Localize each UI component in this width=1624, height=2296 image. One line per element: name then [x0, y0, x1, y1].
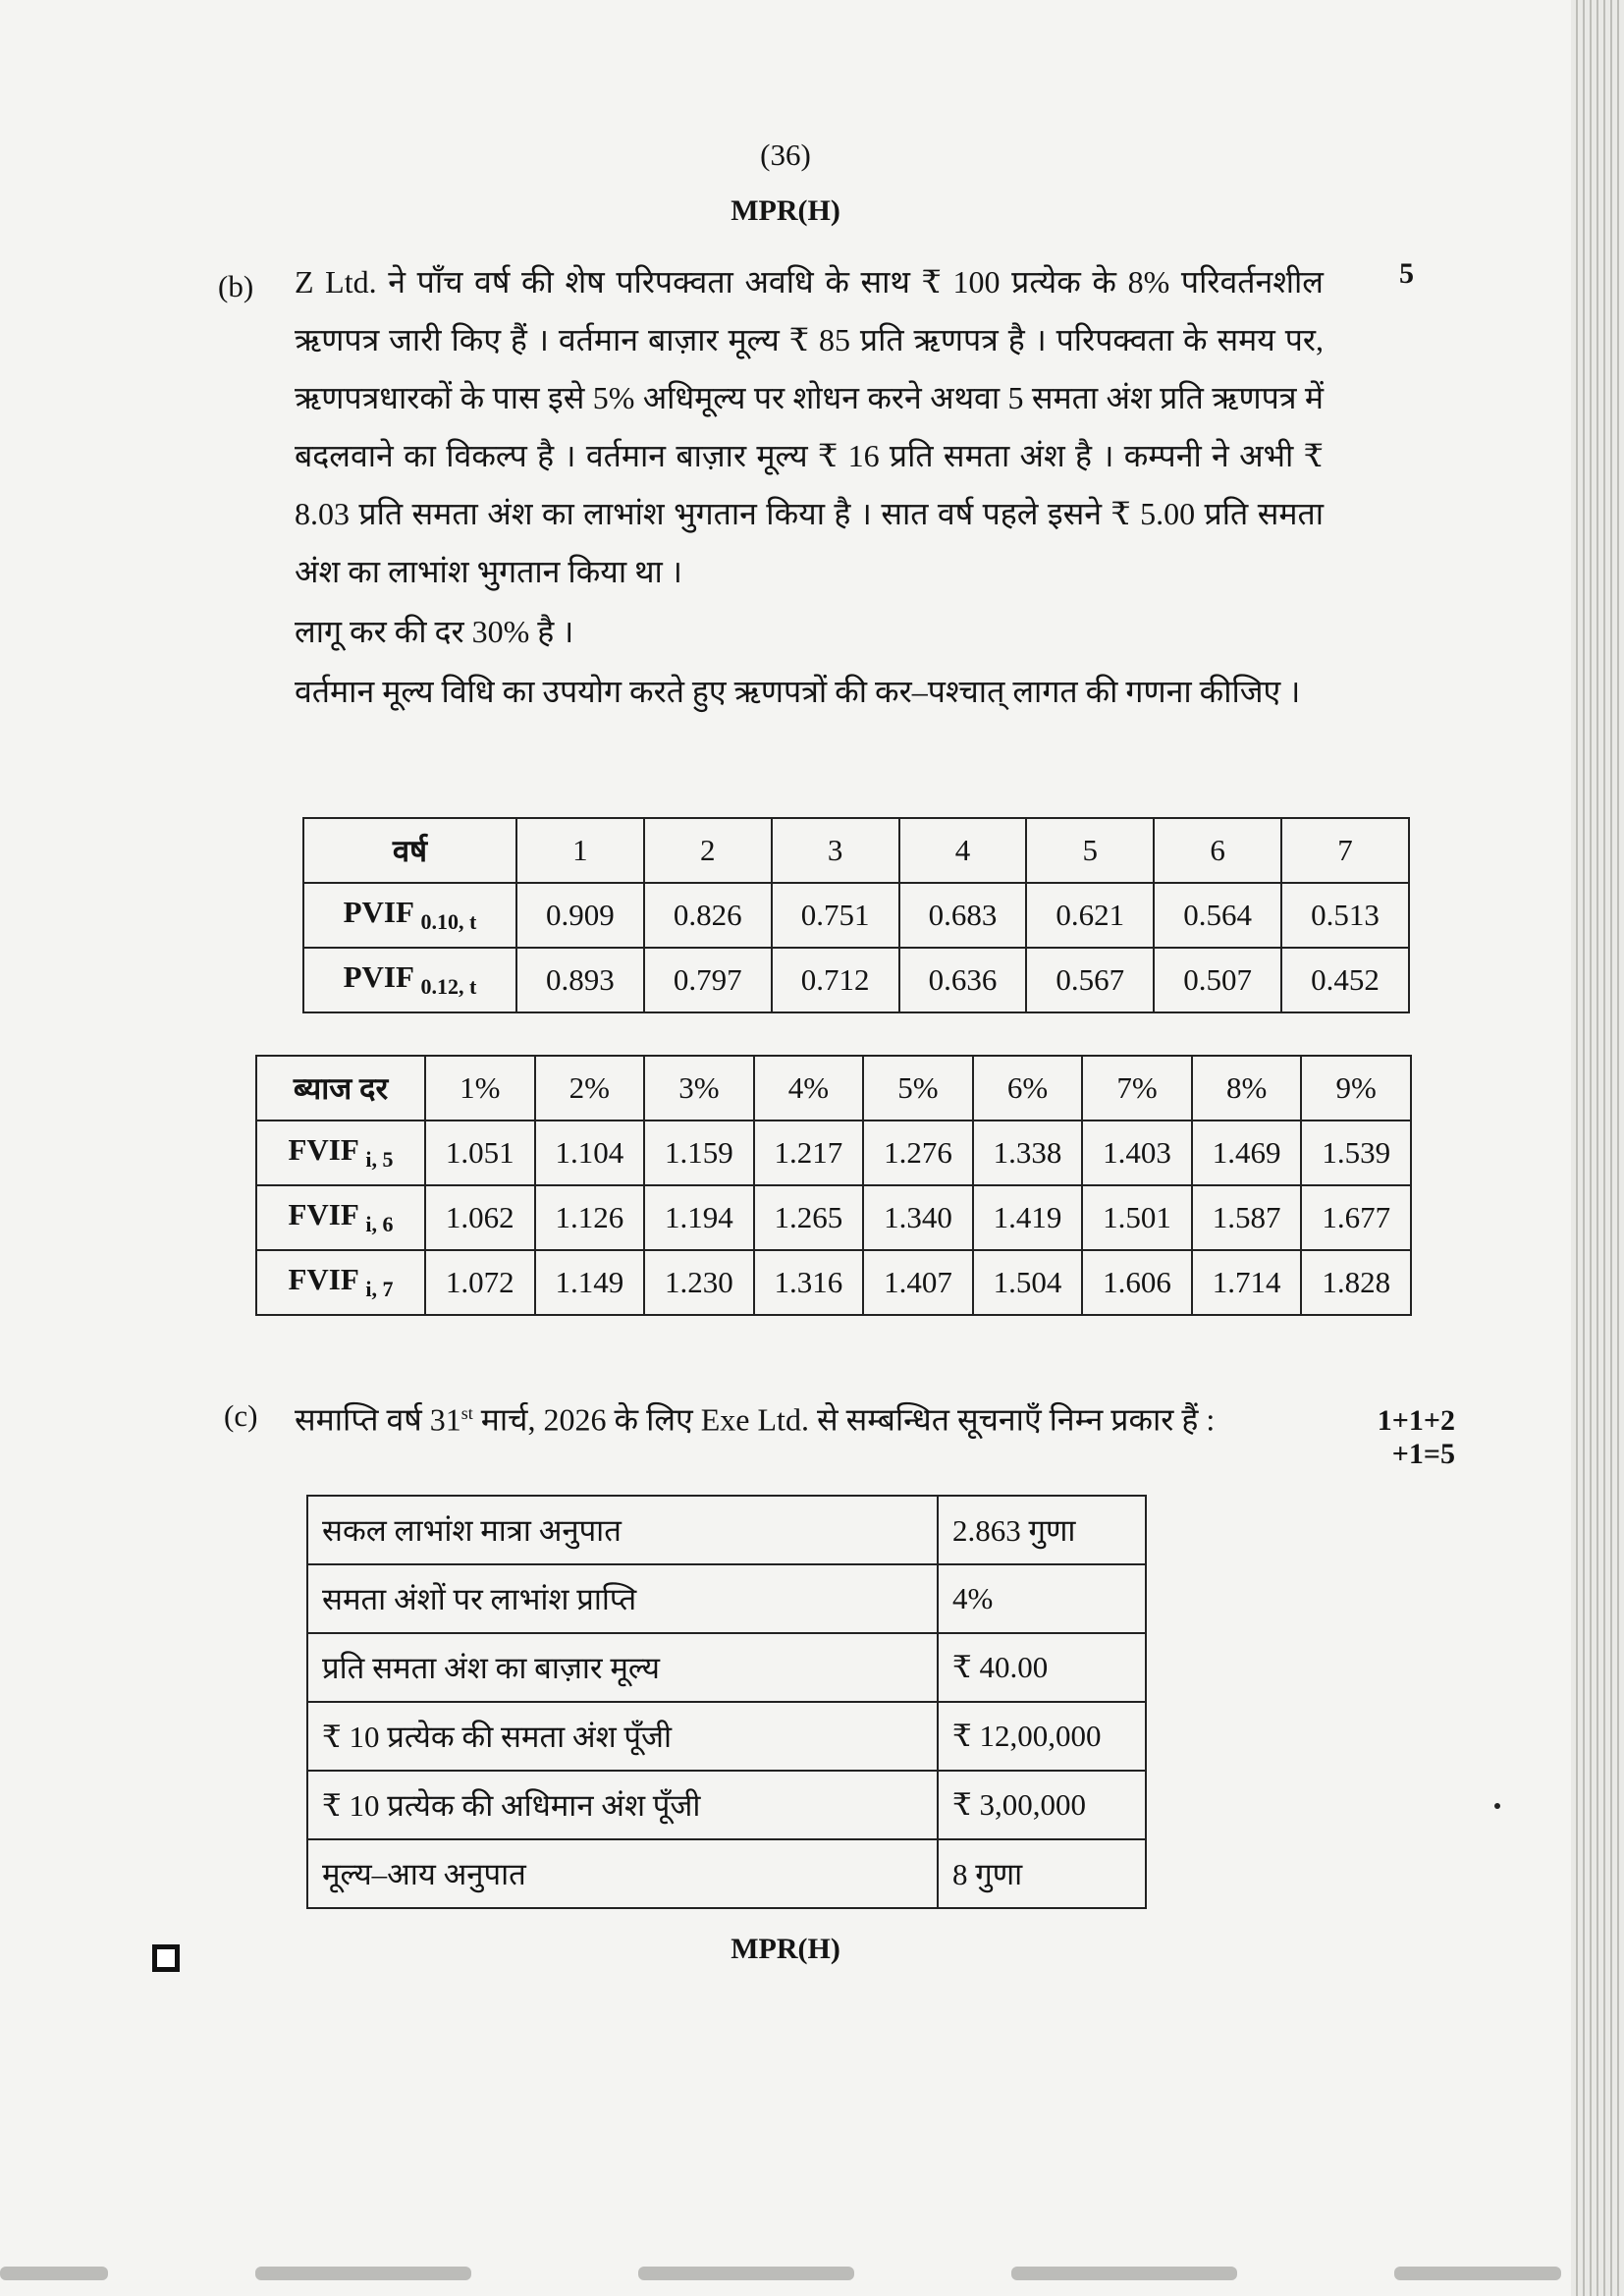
info-item: ₹ 10 प्रत्येक की अधिमान अंश पूँजी: [307, 1771, 938, 1839]
fvif-cell: 1.587: [1192, 1185, 1302, 1250]
pvif-row-label: PVIF $_{0.12, t}$: [303, 948, 516, 1012]
pvif-cell: 0.712: [772, 948, 899, 1012]
fvif-row: [256, 1250, 1411, 1315]
pvif-cell: 0.751: [772, 883, 899, 948]
fvif-cell: 1.104: [535, 1121, 645, 1185]
question-c-intro-sup: st: [460, 1403, 473, 1423]
question-b-paragraph-2: लागू कर की दर 30% है ।: [295, 614, 574, 649]
pvif-header-label: वर्ष: [303, 818, 516, 883]
info-value: 4%: [938, 1564, 1146, 1633]
fvif-cell: 1.338: [973, 1121, 1083, 1185]
info-row: [307, 1771, 1146, 1839]
question-c-intro-end: मार्च, 2026 के लिए Exe Ltd. से सम्बन्धित सूचनाएँ निम्न प्रकार हैं :: [472, 1401, 1216, 1438]
info-row: [307, 1839, 1146, 1908]
fvif-row: [256, 1185, 1411, 1250]
pvif-cell: 0.507: [1154, 948, 1281, 1012]
info-row: [307, 1702, 1146, 1771]
pvif-cell: 0.826: [644, 883, 772, 948]
pvif-year-cell: 7: [1281, 818, 1409, 883]
fvif-cell: 1.407: [863, 1250, 973, 1315]
fvif-cell: 1.194: [644, 1185, 754, 1250]
page-number: (36): [760, 137, 811, 172]
fvif-header-label: ब्याज दर: [256, 1056, 425, 1121]
info-value: ₹ 40.00: [938, 1633, 1146, 1702]
pvif-cell: 0.621: [1026, 883, 1154, 948]
scan-smudge: [0, 2267, 108, 2280]
pvif-cell: 0.452: [1281, 948, 1409, 1012]
scan-smudge: [1394, 2267, 1561, 2280]
company-info-table: [306, 1495, 1147, 1909]
fvif-cell: 1.149: [535, 1250, 645, 1315]
info-item: प्रति समता अंश का बाज़ार मूल्य: [307, 1633, 938, 1702]
pvif-table: [302, 817, 1410, 1013]
pvif-cell: 0.893: [516, 948, 644, 1012]
fvif-cell: 1.539: [1301, 1121, 1411, 1185]
info-value: 8 गुणा: [938, 1839, 1146, 1908]
fvif-cell: 1.316: [754, 1250, 864, 1315]
fvif-cell: 1.469: [1192, 1121, 1302, 1185]
fvif-row-label: FVIF $_{i, 6}$: [256, 1185, 425, 1250]
pvif-year-cell: 2: [644, 818, 772, 883]
fvif-cell: 1.159: [644, 1121, 754, 1185]
fvif-cell: 1.403: [1082, 1121, 1192, 1185]
fvif-cell: 1.714: [1192, 1250, 1302, 1315]
pvif-year-cell: 5: [1026, 818, 1154, 883]
pvif-cell: 0.564: [1154, 883, 1281, 948]
info-item: ₹ 10 प्रत्येक की समता अंश पूँजी: [307, 1702, 938, 1771]
question-c-intro-start: समाप्ति वर्ष 31: [295, 1401, 461, 1438]
paper-code-footer: MPR(H): [731, 1933, 840, 1965]
pvif-row-label: PVIF $_{0.10, t}$: [303, 883, 516, 948]
fvif-cell: 1.276: [863, 1121, 973, 1185]
info-row: [307, 1633, 1146, 1702]
question-c-marks-line-1: 1+1+2: [1377, 1404, 1455, 1437]
info-value: ₹ 12,00,000: [938, 1702, 1146, 1771]
pvif-header-row: [303, 818, 1409, 883]
question-b-marks: 5: [1399, 257, 1414, 290]
question-b-paragraph-1: Z Ltd. ने पाँच वर्ष की शेष परिपक्वता अवधि के साथ ₹ 100 प्रत्येक के 8% परिवर्तनशील ऋणपत्र जारी किए हैं । वर्तमान बाज़ार मूल्य ₹ 85 प्रति ऋणपत्र है । परिपक्वता के समय पर, ऋणपत्रधारकों के पास इसे 5% अधिमूल्य पर शोधन करने अथवा 5 समता अंश प्रति ऋणपत्र में बदलवाने का विकल्प है । वर्तमान बाज़ार मूल्य ₹ 16 प्रति समता अंश है । कम्पनी ने अभी ₹ 8.03 प्रति समता अंश का लाभांश भुगतान किया है । सात वर्ष पहले इसने ₹ 5.00 प्रति समता अंश का लाभांश भुगतान किया था ।: [295, 264, 1324, 589]
pvif-cell: 0.636: [899, 948, 1027, 1012]
question-c-marks: [1335, 1404, 1455, 1471]
pvif-cell: 0.909: [516, 883, 644, 948]
pvif-cell: 0.513: [1281, 883, 1409, 948]
ink-dot: [1494, 1803, 1500, 1809]
question-c-label: (c): [224, 1398, 258, 1433]
question-b-label: (b): [218, 269, 254, 303]
scan-smudge: [255, 2267, 471, 2280]
fvif-cell: 1.606: [1082, 1250, 1192, 1315]
fvif-rate-cell: 7%: [1082, 1056, 1192, 1121]
fvif-cell: 1.340: [863, 1185, 973, 1250]
fvif-rate-cell: 4%: [754, 1056, 864, 1121]
scan-smudge: [1011, 2267, 1237, 2280]
info-row: [307, 1564, 1146, 1633]
fvif-rate-cell: 9%: [1301, 1056, 1411, 1121]
fvif-cell: 1.062: [425, 1185, 535, 1250]
fvif-cell: 1.828: [1301, 1250, 1411, 1315]
info-value: ₹ 3,00,000: [938, 1771, 1146, 1839]
info-item: मूल्य–आय अनुपात: [307, 1839, 938, 1908]
fvif-cell: 1.072: [425, 1250, 535, 1315]
fvif-row: [256, 1121, 1411, 1185]
fvif-row-label: FVIF $_{i, 5}$: [256, 1121, 425, 1185]
paper-code-header: MPR(H): [731, 194, 840, 227]
pvif-year-cell: 4: [899, 818, 1027, 883]
info-item: समता अंशों पर लाभांश प्राप्ति: [307, 1564, 938, 1633]
fvif-cell: 1.217: [754, 1121, 864, 1185]
fvif-cell: 1.501: [1082, 1185, 1192, 1250]
pvif-cell: 0.567: [1026, 948, 1154, 1012]
question-b-text: [295, 253, 1324, 721]
fvif-cell: 1.126: [535, 1185, 645, 1250]
fvif-row-label: FVIF $_{i, 7}$: [256, 1250, 425, 1315]
fvif-cell: 1.677: [1301, 1185, 1411, 1250]
fvif-cell: 1.265: [754, 1185, 864, 1250]
fvif-header-row: [256, 1056, 1411, 1121]
fvif-cell: 1.419: [973, 1185, 1083, 1250]
fvif-rate-cell: 5%: [863, 1056, 973, 1121]
info-value: 2.863 गुणा: [938, 1496, 1146, 1564]
fvif-rate-cell: 8%: [1192, 1056, 1302, 1121]
fvif-cell: 1.051: [425, 1121, 535, 1185]
pvif-row: [303, 948, 1409, 1012]
fvif-table: [255, 1055, 1412, 1316]
info-item: सकल लाभांश मात्रा अनुपात: [307, 1496, 938, 1564]
scan-smudge: [638, 2267, 854, 2280]
pvif-year-cell: 1: [516, 818, 644, 883]
question-b-paragraph-3: वर्तमान मूल्य विधि का उपयोग करते हुए ऋणपत्रों की कर–पश्चात् लागत की गणना कीजिए ।: [295, 674, 1301, 709]
page-edge-stack: [1571, 0, 1624, 2296]
pvif-row: [303, 883, 1409, 948]
question-c-intro-line: [295, 1385, 1335, 1449]
fvif-rate-cell: 3%: [644, 1056, 754, 1121]
fvif-cell: 1.504: [973, 1250, 1083, 1315]
fvif-rate-cell: 1%: [425, 1056, 535, 1121]
question-c-intro: [295, 1385, 1335, 1449]
pvif-cell: 0.797: [644, 948, 772, 1012]
question-c-marks-line-2: +1=5: [1391, 1438, 1455, 1470]
pvif-year-cell: 6: [1154, 818, 1281, 883]
info-row: [307, 1496, 1146, 1564]
pvif-year-cell: 3: [772, 818, 899, 883]
fvif-cell: 1.230: [644, 1250, 754, 1315]
fvif-rate-cell: 6%: [973, 1056, 1083, 1121]
fvif-rate-cell: 2%: [535, 1056, 645, 1121]
pvif-cell: 0.683: [899, 883, 1027, 948]
